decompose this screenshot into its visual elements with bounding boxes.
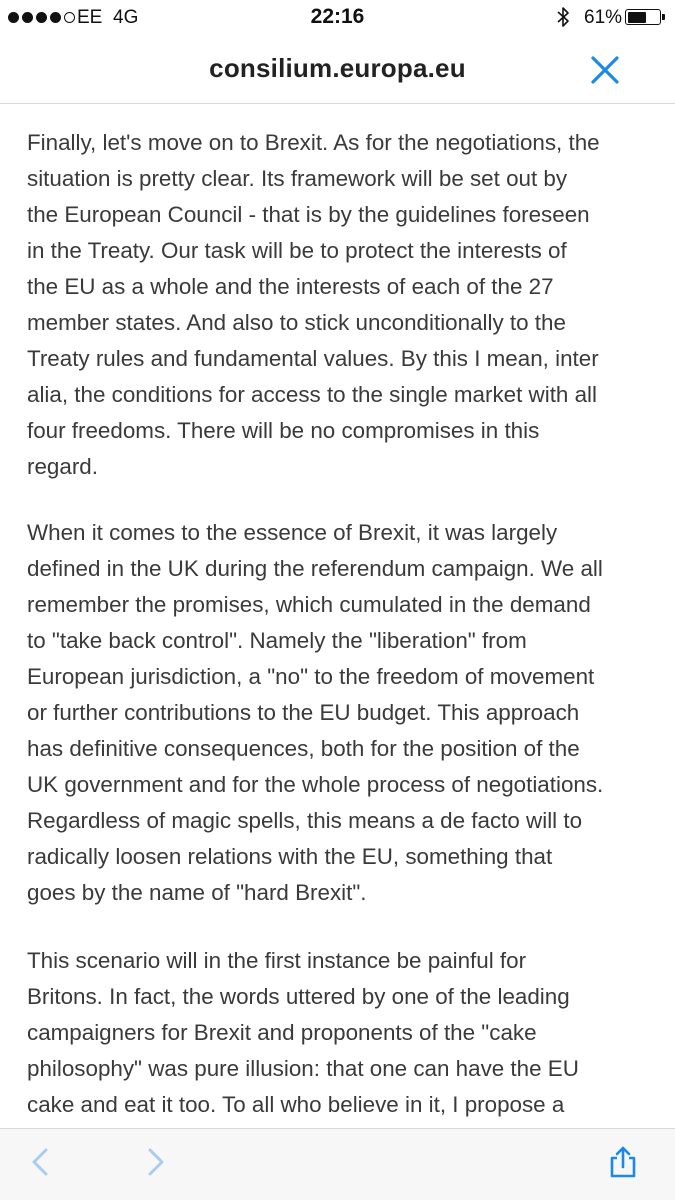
article-paragraph xyxy=(27,125,600,485)
bluetooth-icon xyxy=(556,6,570,28)
paragraph-line: cake and eat it too. To all who believe in it, I propose a xyxy=(27,1092,565,1117)
article-body xyxy=(27,104,652,1128)
status-bar xyxy=(0,0,675,36)
browser-header xyxy=(0,36,675,104)
paragraph-line: member states. And also to stick unconditionally to the xyxy=(27,310,566,335)
paragraph-line: goes by the name of "hard Brexit". xyxy=(27,880,367,905)
paragraph-line: situation is pretty clear. Its framework will be set out by xyxy=(27,166,568,191)
paragraph-line: four freedoms. There will be no compromises in this xyxy=(27,418,540,443)
paragraph-line: campaigners for Brexit and proponents of the "cake xyxy=(27,1020,537,1045)
chevron-left-icon xyxy=(24,1145,58,1179)
paragraph-line: defined in the UK during the referendum campaign. We all xyxy=(27,556,603,581)
carrier-name: EE xyxy=(77,7,103,28)
paragraph-line: radically loosen relations with the EU, something that xyxy=(27,844,553,869)
bottom-toolbar xyxy=(0,1128,675,1200)
paragraph-line: in the Treaty. Our task will be to protect the interests of xyxy=(27,238,567,263)
paragraph-line: regard. xyxy=(27,454,98,479)
paragraph-line: When it comes to the essence of Brexit, it was largely xyxy=(27,520,558,545)
page-domain: consilium.europa.eu xyxy=(209,53,466,83)
paragraph-line: philosophy" was pure illusion: that one can have the EU xyxy=(27,1056,579,1081)
paragraph-line: Treaty rules and fundamental values. By this I mean, inter xyxy=(27,346,599,371)
close-icon xyxy=(588,53,622,87)
status-time: 22:16 xyxy=(310,5,365,28)
battery-level xyxy=(628,12,647,23)
paragraph-line: has definitive consequences, both for the position of the xyxy=(27,736,580,761)
article-paragraph xyxy=(27,515,603,911)
paragraph-line: to "take back control". Namely the "liberation" from xyxy=(27,628,527,653)
share-button[interactable] xyxy=(606,1145,640,1179)
paragraph-line: This scenario will in the first instance be painful for xyxy=(27,948,527,973)
battery-tip xyxy=(662,14,665,20)
paragraph-line: Britons. In fact, the words uttered by one of the leading xyxy=(27,984,570,1009)
paragraph-line: the EU as a whole and the interests of each of the 27 xyxy=(27,274,554,299)
chevron-right-icon xyxy=(138,1145,172,1179)
back-button[interactable] xyxy=(24,1145,58,1179)
paragraph-line: Regardless of magic spells, this means a de facto will to xyxy=(27,808,583,833)
network-type: 4G xyxy=(113,7,139,28)
paragraph-line: UK government and for the whole process of negotiations. xyxy=(27,772,604,797)
paragraph-line: the European Council - that is by the guidelines foreseen xyxy=(27,202,590,227)
paragraph-line: European jurisdiction, a "no" to the freedom of movement xyxy=(27,664,595,689)
paragraph-line: Finally, let's move on to Brexit. As for the negotiations, the xyxy=(27,130,600,155)
close-button[interactable] xyxy=(588,53,622,87)
paragraph-line: remember the promises, which cumulated in the demand xyxy=(27,592,591,617)
forward-button[interactable] xyxy=(138,1145,172,1179)
battery-icon xyxy=(625,9,661,25)
battery-percent: 61% xyxy=(584,7,623,28)
paragraph-line: or further contributions to the EU budget. This approach xyxy=(27,700,580,725)
share-icon xyxy=(606,1145,640,1179)
article-paragraph xyxy=(27,943,579,1123)
paragraph-line: alia, the conditions for access to the single market with all xyxy=(27,382,597,407)
